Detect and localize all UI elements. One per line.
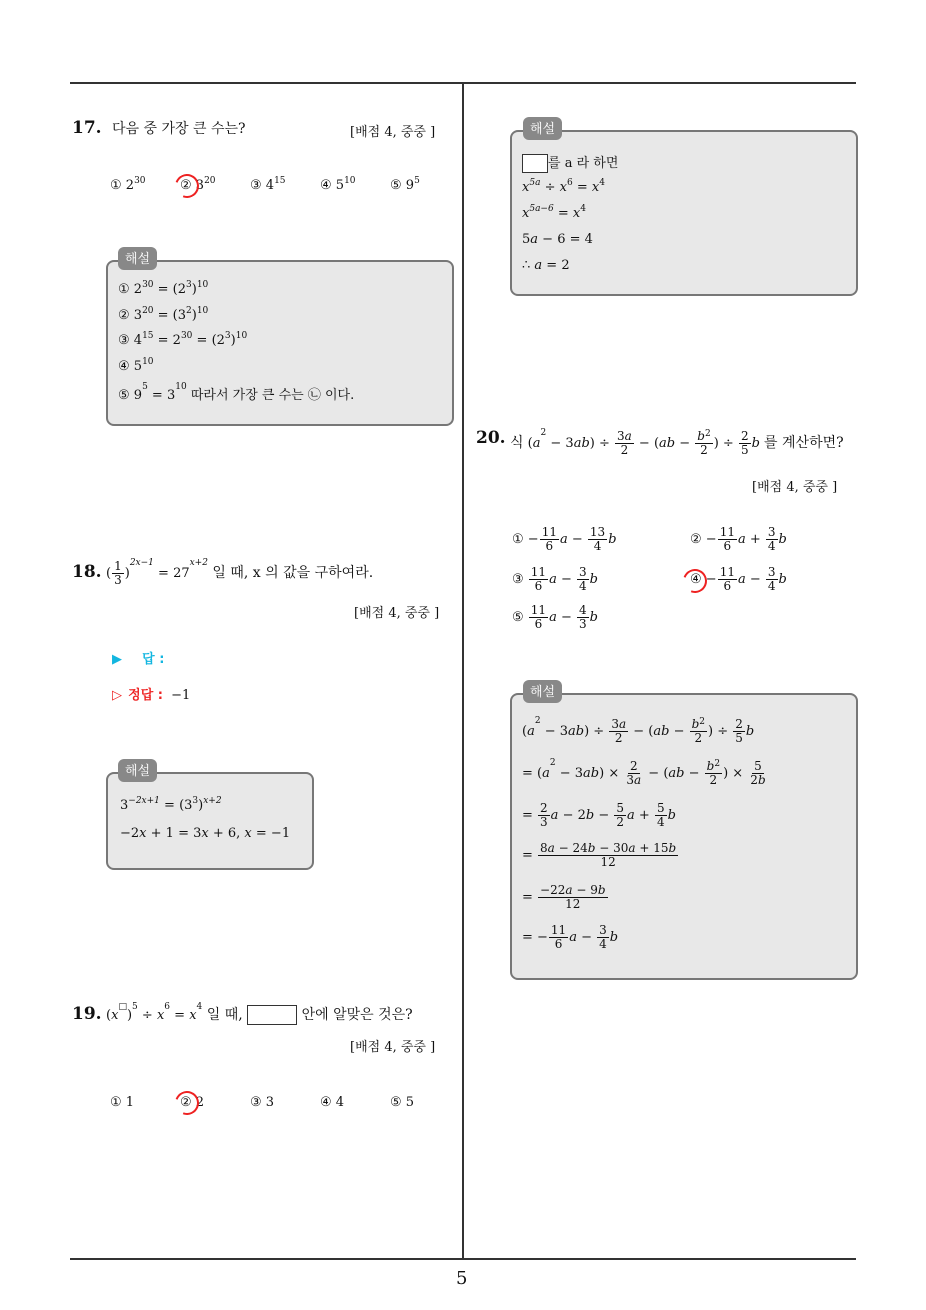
option-2[interactable]: ② 2	[180, 1095, 205, 1110]
points-label: [배점 4, 중중 ]	[354, 606, 440, 621]
question-number: 20.	[476, 428, 506, 448]
bottom-rule	[70, 1258, 856, 1260]
solution-line: ④ $5^{10}$	[118, 357, 154, 374]
question-expression: $(x^□)^5 \div x^6 = x^4$	[106, 1002, 203, 1023]
solution-box	[106, 772, 314, 870]
option-3[interactable]: ③ $\frac{11}{6}$ a − $\frac{3}{4}$ b	[512, 565, 598, 593]
solution-line: $x^{5a-6} = x^4$	[522, 204, 586, 221]
page-number: 5	[456, 1268, 468, 1289]
answer-blank	[247, 1005, 297, 1025]
column-divider	[462, 82, 464, 1260]
option-1[interactable]: ① $2^{30}$	[110, 176, 146, 193]
question-text: 일 때, x 의 값을 구하여라.	[212, 565, 374, 581]
option-4[interactable]: ④ $5^{10}$	[320, 176, 356, 193]
solution-line: ③ $4^{15} = 2^{30} = (2^3)^{10}$	[118, 331, 248, 348]
solution-line: ② $3^{20} = (3^2)^{10}$	[118, 306, 209, 323]
option-2[interactable]: ② − $\frac{11}{6}$ a + $\frac{3}{4}$ b	[690, 525, 787, 553]
points-label: [배점 4, 중중 ]	[350, 1040, 436, 1055]
points-label: [배점 4, 중중 ]	[350, 125, 436, 140]
question-text: 식 $(a^2 - 3ab)$ ÷ $\frac{3a}{2}$ − (ab − $\frac{b^2}{2}$ ) ÷ $\frac{2}{5}$ b 를 계산하면?	[510, 428, 844, 457]
option-1[interactable]: ① − $\frac{11}{6}$ a − $\frac{13}{4}$ b	[512, 525, 617, 553]
solution-line: = $(a^2 - 3ab)$ × $\frac{2}{3a}$ − (ab − $\frac{b^2}{2}$ ) × $\frac{5}{2b}$	[522, 758, 766, 787]
option-3[interactable]: ③ $4^{15}$	[250, 176, 286, 193]
points-label: [배점 4, 중중 ]	[752, 480, 838, 495]
solution-line: $x^{5a} \div x^6 = x^4$	[522, 178, 605, 195]
solution-line: = $\frac{8a - 24b - 30a + 15b}{12}$	[522, 841, 677, 869]
option-5[interactable]: ⑤ 5	[390, 1095, 415, 1110]
option-4[interactable]: ④ − $\frac{11}{6}$ a − $\frac{3}{4}$ b	[690, 565, 787, 593]
question-number: 18.	[72, 562, 102, 582]
option-3[interactable]: ③ 3	[250, 1095, 275, 1110]
solution-line: $(a^2 - 3ab)$ ÷ $\frac{3a}{2}$ − (ab − $\frac{b^2}{2}$ ) ÷ $\frac{2}{5}$ b	[522, 716, 755, 745]
solution-line: = $\frac{-22a - 9b}{12}$	[522, 883, 606, 911]
option-5[interactable]: ⑤ $9^5$	[390, 176, 420, 193]
solution-line: 5a − 6 = 4	[522, 232, 593, 247]
correct-answer-row	[112, 684, 190, 703]
blank-box	[522, 154, 548, 173]
solution-line: ∴ a = 2	[522, 258, 570, 273]
correct-value: −1	[171, 688, 191, 703]
question-text: 일 때,	[206, 1007, 243, 1023]
selected-answer-mark	[171, 1087, 203, 1119]
solution-line: = − $\frac{11}{6}$ a − $\frac{3}{4}$ b	[522, 923, 619, 951]
answer-row	[112, 648, 164, 667]
question-number: 17.	[72, 118, 102, 138]
solution-line: 를 a 라 하면	[522, 152, 618, 173]
question-text: 다음 중 가장 큰 수는?	[112, 121, 246, 137]
solution-line: $3^{-2x+1} = (3^3)^{x+2}$	[120, 796, 222, 813]
solution-tag: 해설	[118, 759, 157, 782]
solution-tag: 해설	[523, 117, 562, 140]
solution-line: ① $2^{30} = (2^3)^{10}$	[118, 280, 209, 297]
option-1[interactable]: ① 1	[110, 1095, 135, 1110]
question-number: 19.	[72, 1004, 102, 1024]
solution-line: = $\frac{2}{3}$ a − 2b − $\frac{5}{2}$ a + $\frac{5}{4}$ b	[522, 801, 676, 829]
solution-line: ⑤ $9^5 = 3^{10}$ 따라서 가장 큰 수는 ㉡ 이다.	[118, 382, 355, 403]
selected-answer-mark	[171, 170, 203, 202]
option-2[interactable]: ② $3^{20}$	[180, 176, 216, 193]
correct-arrow-icon: ▷	[112, 688, 122, 703]
option-4[interactable]: ④ 4	[320, 1095, 345, 1110]
question-text-end: 안에 알맞은 것은?	[301, 1007, 413, 1023]
solution-line: −2x + 1 = 3x + 6, x = −1	[120, 826, 291, 841]
solution-tag: 해설	[118, 247, 157, 270]
answer-arrow-icon: ▶	[112, 652, 122, 667]
correct-label: 정답 :	[128, 688, 163, 703]
option-5[interactable]: ⑤ $\frac{11}{6}$ a − $\frac{4}{3}$ b	[512, 603, 598, 631]
answer-label: 답 :	[142, 652, 165, 667]
question-expression: ( $\frac{1}{3}$ )$^{2x-1} = 27^{x+2}$	[106, 558, 208, 587]
solution-tag: 해설	[523, 680, 562, 703]
